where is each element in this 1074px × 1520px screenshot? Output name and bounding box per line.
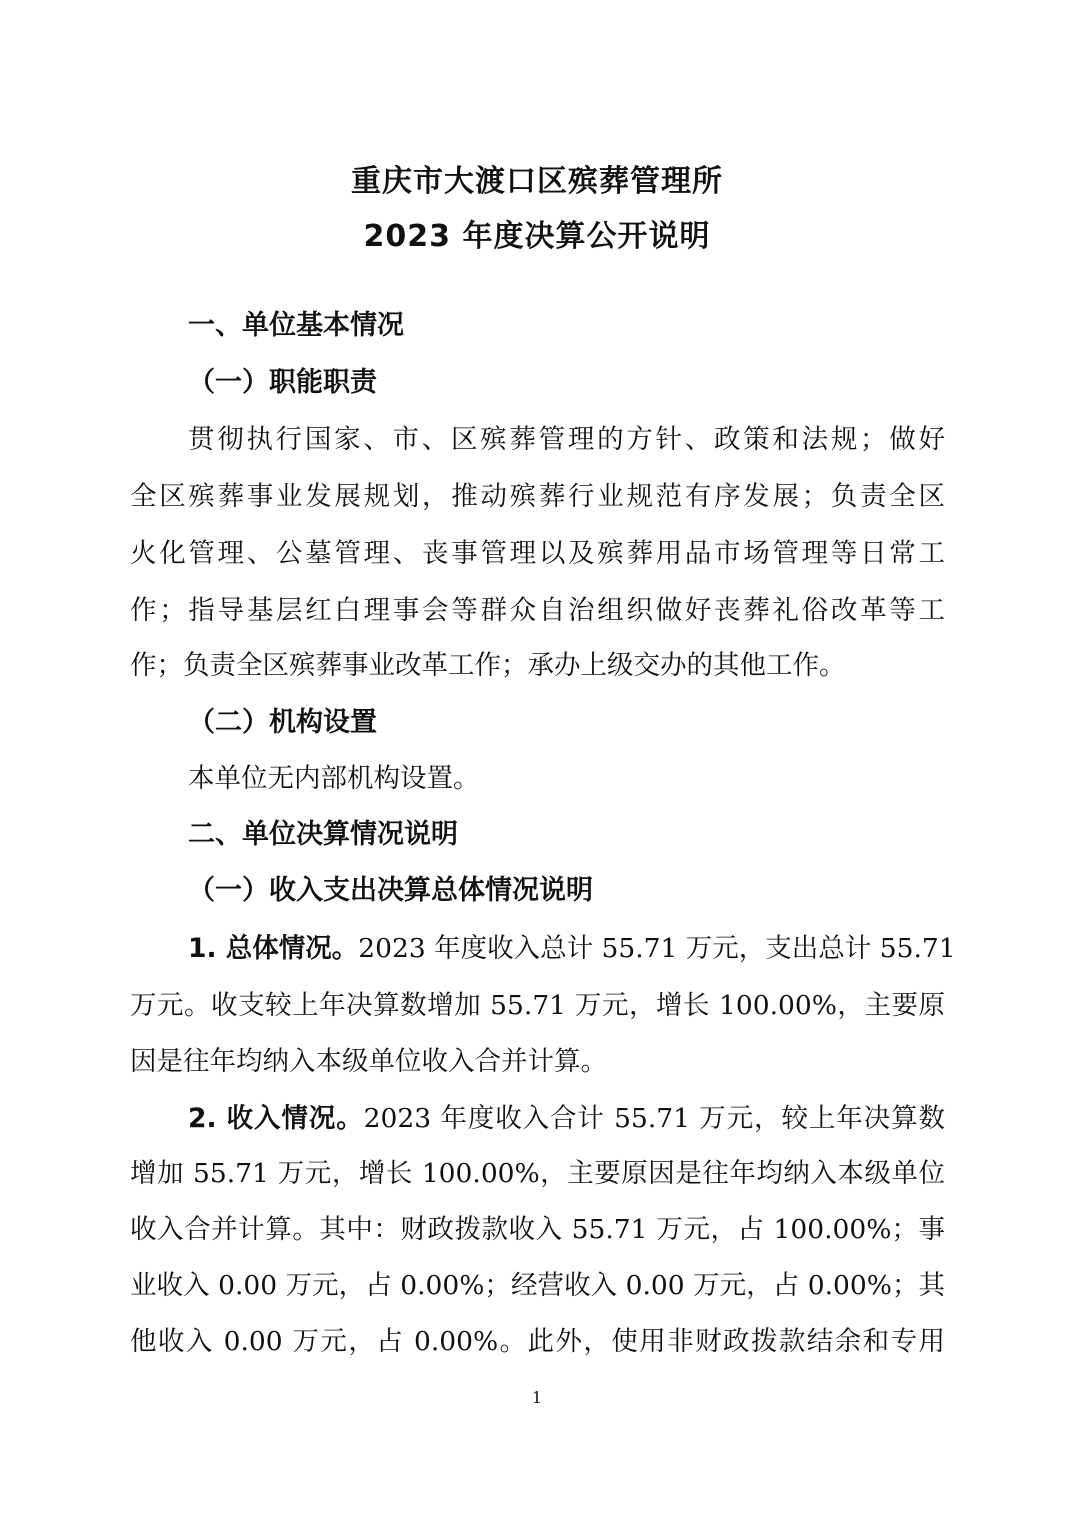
paragraph-line: 增加 55.71 万元，增长 100.00%，主要原因是往年均纳入本级单位 [130, 1158, 945, 1189]
paragraph-text: 2023 年度收入总计 55.71 万元，支出总计 55.71 [358, 933, 956, 964]
paragraph-line: 火化管理、公墓管理、丧事管理以及殡葬用品市场管理等日常工 [130, 538, 945, 569]
paragraph-label: 2. 收入情况。 [188, 1103, 364, 1134]
paragraph-line: 作；指导基层红白理事会等群众自治组织做好丧葬礼俗改革等工 [130, 595, 945, 626]
paragraph-line: 他收入 0.00 万元，占 0.00%。此外，使用非财政拨款结余和专用 [130, 1326, 945, 1357]
paragraph-text: 2023 年度收入合计 55.71 万元，较上年决算数 [363, 1103, 946, 1134]
section1-heading: 一、单位基本情况 [188, 310, 404, 341]
document-title-line1: 重庆市大渡口区殡葬管理所 [351, 164, 723, 199]
section1-sub2-heading: （二）机构设置 [188, 707, 377, 738]
paragraph-line: 业收入 0.00 万元，占 0.00%；经营收入 0.00 万元，占 0.00%；其 [130, 1270, 945, 1301]
section2-sub1-heading: （一）收入支出决算总体情况说明 [188, 875, 593, 906]
section2-heading: 二、单位决算情况说明 [188, 819, 458, 850]
paragraph-line: 万元。收支较上年决算数增加 55.71 万元，增长 100.00%，主要原 [130, 990, 945, 1021]
paragraph-line: 收入合并计算。其中：财政拨款收入 55.71 万元，占 100.00%；事 [130, 1214, 945, 1245]
paragraph-line: 贯彻执行国家、市、区殡葬管理的方针、政策和法规；做好 [188, 424, 945, 455]
paragraph-line: 作；负责全区殡葬事业改革工作；承办上级交办的其他工作。 [130, 650, 846, 681]
paragraph-line: 全区殡葬事业发展规划，推动殡葬行业规范有序发展；负责全区 [130, 481, 945, 512]
paragraph-line [188, 926, 956, 965]
paragraph-line: 本单位无内部机构设置。 [188, 763, 480, 794]
paragraph-label: 1. 总体情况。 [188, 933, 359, 964]
document-title-line2: 2023 年度决算公开说明 [363, 219, 711, 254]
section1-sub1-heading: （一）职能职责 [188, 367, 377, 398]
paragraph-line: 因是往年均纳入本级单位收入合并计算。 [130, 1046, 607, 1077]
paragraph-line [188, 1096, 945, 1135]
page-number: 1 [531, 1388, 543, 1407]
